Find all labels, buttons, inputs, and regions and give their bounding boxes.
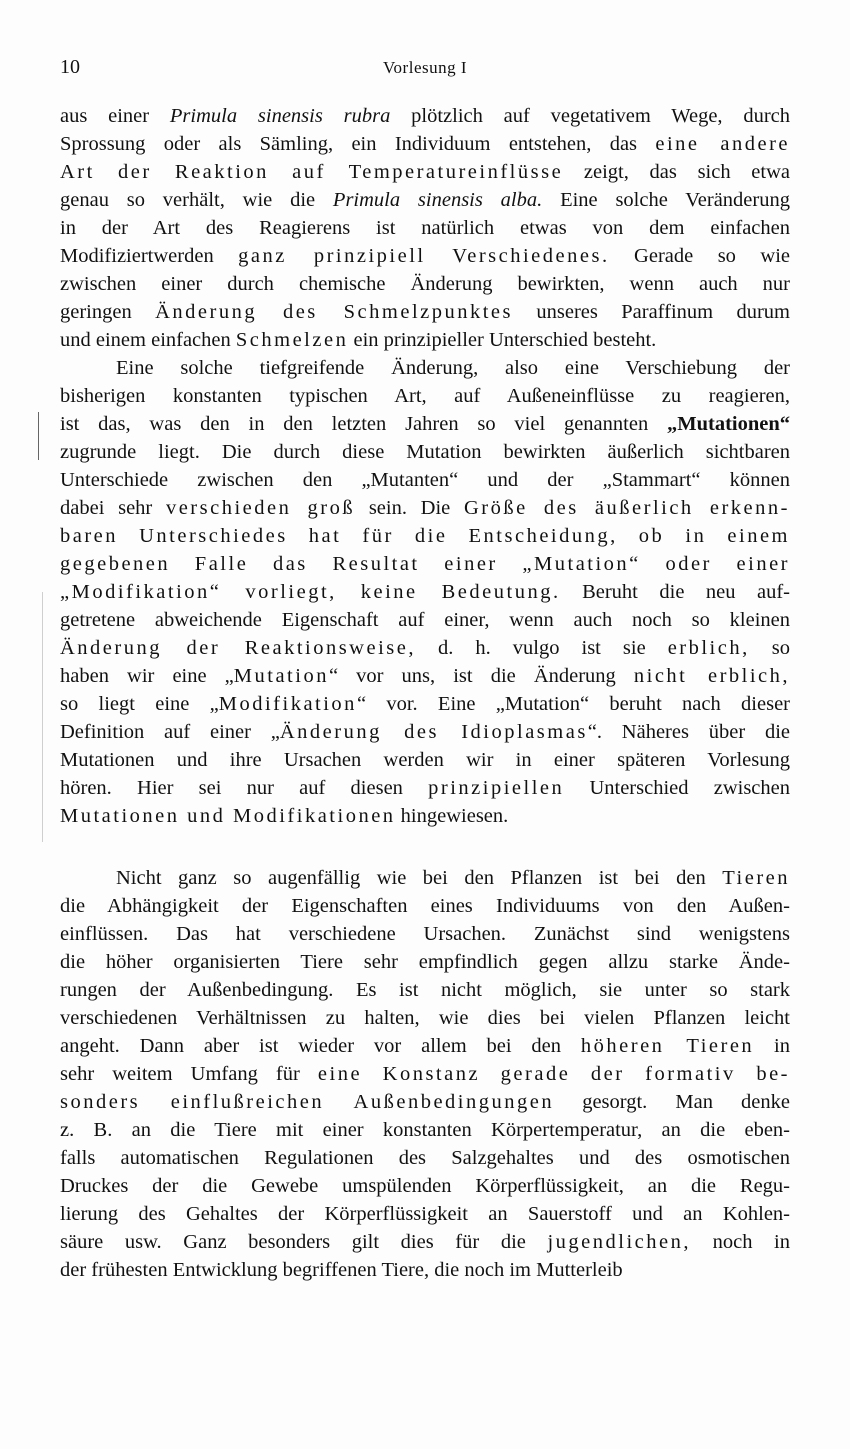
text-run: Tieren bbox=[722, 867, 790, 889]
text-line bbox=[60, 1228, 790, 1256]
text-line bbox=[60, 326, 790, 354]
text-run: gegebenen Falle das Resultat einer „Mutation“ oder einer bbox=[60, 553, 790, 575]
text-line bbox=[60, 494, 790, 522]
text-line bbox=[60, 864, 790, 892]
text-run: in bbox=[754, 1035, 790, 1057]
text-run: aus einer bbox=[60, 105, 170, 127]
text-line bbox=[60, 1032, 790, 1060]
text-run: in der Art des Reagierens ist natürlich etwas von dem einfachen bbox=[60, 217, 790, 239]
text-run: ganz prinzipiell Verschiedenes. bbox=[238, 245, 610, 267]
text-run: “ vor. Eine „Mutation“ beruht nach dieser bbox=[356, 693, 790, 715]
text-line bbox=[60, 746, 790, 774]
text-line bbox=[60, 1200, 790, 1228]
page-header bbox=[60, 56, 790, 82]
text-run: rungen der Außenbedingung. Es ist nicht möglich, sie unter so stark bbox=[60, 979, 790, 1001]
text-line bbox=[60, 662, 790, 690]
text-line bbox=[60, 466, 790, 494]
text-block-upper bbox=[60, 102, 790, 830]
text-line bbox=[60, 1144, 790, 1172]
text-run: Primula sinensis alba. bbox=[332, 189, 543, 211]
text-run: säure usw. Ganz besonders gilt dies für die bbox=[60, 1231, 548, 1253]
text-run: Mutationen und ihre Ursachen werden wir in einer späteren Vorlesung bbox=[60, 749, 790, 771]
text-run: Eine solche Veränderung bbox=[542, 189, 790, 211]
text-line bbox=[60, 438, 790, 466]
text-line bbox=[60, 298, 790, 326]
text-line bbox=[60, 634, 790, 662]
page-number: 10 bbox=[60, 56, 80, 78]
text-run: hingewiesen. bbox=[395, 805, 509, 827]
text-run: bisherigen konstanten typischen Art, auf Außeneinflüsse zu reagieren, bbox=[60, 385, 790, 407]
text-run: ist das, was den in den letzten Jahren so viel genannten bbox=[60, 413, 667, 435]
text-run: noch in bbox=[690, 1231, 790, 1253]
text-line bbox=[60, 410, 790, 438]
text-run: z. B. an die Tiere mit einer konstanten Körpertemperatur, an die eben- bbox=[60, 1119, 790, 1141]
text-line bbox=[60, 948, 790, 976]
text-run: zugrunde liegt. Die durch diese Mutation bewirkten äußerlich sichtbaren bbox=[60, 441, 790, 463]
text-run: sonders einflußreichen Außenbedingungen bbox=[60, 1091, 555, 1113]
text-run: die Abhängigkeit der Eigenschaften eines Individuums von den Außen- bbox=[60, 895, 790, 917]
text-run: prinzipiellen bbox=[428, 777, 565, 799]
text-line bbox=[60, 130, 790, 158]
text-run: Unterschied zwischen bbox=[564, 777, 790, 799]
text-run: getretene abweichende Eigenschaft auf einer, wenn auch noch so kleinen bbox=[60, 609, 790, 631]
text-run: Druckes der die Gewebe umspülenden Körperflüssigkeit, an die Regu- bbox=[60, 1175, 790, 1197]
text-run: haben wir eine „ bbox=[60, 665, 234, 687]
text-line bbox=[60, 802, 790, 830]
text-run: Schmelzen bbox=[235, 329, 349, 351]
text-run: erblich, bbox=[667, 637, 750, 659]
text-run: d. h. vulgo ist sie bbox=[415, 637, 668, 659]
text-run: der frühesten Entwicklung begriffenen Tiere, die noch im Mutterleib bbox=[60, 1259, 623, 1281]
text-run: verschiedenen Verhältnissen zu halten, wie dies bei vielen Pflanzen leicht bbox=[60, 1007, 790, 1029]
text-line bbox=[60, 354, 790, 382]
text-run: Modifiziertwerden bbox=[60, 245, 239, 267]
text-run: unseres Paraffinum durum bbox=[513, 301, 790, 323]
text-run: sein. Die bbox=[355, 497, 464, 519]
text-run: angeht. Dann aber ist wieder vor allem bei den bbox=[60, 1035, 581, 1057]
text-run: lierung des Gehaltes der Körperflüssigkeit an Sauerstoff und an Kohlen- bbox=[60, 1203, 790, 1225]
text-run: zwischen einer durch chemische Änderung bewirkten, wenn auch nur bbox=[60, 273, 790, 295]
text-run: Primula sinensis rubra bbox=[169, 105, 391, 127]
text-line bbox=[60, 690, 790, 718]
text-run: Größe des äußerlich erkenn- bbox=[463, 497, 790, 519]
text-line bbox=[60, 1088, 790, 1116]
text-line bbox=[60, 920, 790, 948]
text-line bbox=[60, 550, 790, 578]
text-run: ein prinzipieller Unterschied besteht. bbox=[348, 329, 657, 351]
text-run: so liegt eine „ bbox=[60, 693, 219, 715]
text-run: verschieden groß bbox=[165, 497, 356, 519]
text-run: genau so verhält, wie die bbox=[60, 189, 333, 211]
paragraph-1 bbox=[60, 102, 790, 354]
text-run: „Modifikation“ vorliegt, keine Bedeutung. bbox=[60, 581, 561, 603]
text-line bbox=[60, 976, 790, 1004]
text-run: falls automatischen Regulationen des Salzgehaltes und des osmotischen bbox=[60, 1147, 790, 1169]
running-head: Vorlesung I bbox=[382, 58, 468, 77]
text-line bbox=[60, 382, 790, 410]
text-line bbox=[60, 1060, 790, 1088]
text-run: Mutation bbox=[233, 665, 329, 687]
text-line bbox=[60, 718, 790, 746]
text-line bbox=[60, 158, 790, 186]
text-run: Modifikation bbox=[218, 693, 357, 715]
text-run: Mutationen und Modifikationen bbox=[60, 805, 396, 827]
text-run: gesorgt. Man denke bbox=[554, 1091, 790, 1113]
text-run: Unterschiede zwischen den „Mutanten“ und der „Stammart“ können bbox=[60, 469, 790, 491]
text-run: zeigt, das sich etwa bbox=[563, 161, 791, 183]
text-run: eine andere bbox=[655, 133, 790, 155]
text-run: Art der Reaktion auf Temperatureinflüsse bbox=[60, 161, 564, 183]
text-run: dabei sehr bbox=[60, 497, 166, 519]
text-line bbox=[60, 214, 790, 242]
text-block-lower bbox=[60, 864, 790, 1284]
text-run: „Mutationen“ bbox=[667, 413, 790, 435]
text-run: Definition auf einer „ bbox=[60, 721, 280, 743]
text-line bbox=[60, 186, 790, 214]
text-line bbox=[60, 606, 790, 634]
text-run: plötzlich auf vegetativem Wege, durch bbox=[390, 105, 791, 127]
text-run: Änderung des Schmelzpunktes bbox=[155, 301, 514, 323]
text-run: baren Unterschiedes hat für die Entscheidung, ob in einem bbox=[60, 525, 790, 547]
text-run: Gerade so wie bbox=[609, 245, 790, 267]
paragraph-2 bbox=[60, 354, 790, 830]
text-line bbox=[60, 270, 790, 298]
margin-pencil-mark bbox=[38, 412, 39, 460]
text-run: Nicht ganz so augenfällig wie bei den Pflanzen ist bei den bbox=[116, 867, 723, 889]
text-line bbox=[60, 1004, 790, 1032]
text-line bbox=[60, 892, 790, 920]
text-run: höheren Tieren bbox=[580, 1035, 755, 1057]
text-line bbox=[60, 1172, 790, 1200]
text-run: sehr weitem Umfang für bbox=[60, 1063, 318, 1085]
paragraph-3 bbox=[60, 864, 790, 1284]
text-run: so bbox=[749, 637, 790, 659]
text-line bbox=[60, 1116, 790, 1144]
text-run: nicht erblich, bbox=[633, 665, 791, 687]
text-run: eine Konstanz gerade der formativ be- bbox=[317, 1063, 790, 1085]
text-run: Sprossung oder als Sämling, ein Individuum entstehen, das bbox=[60, 133, 656, 155]
text-run: Beruht die neu auf- bbox=[560, 581, 790, 603]
margin-pencil-mark bbox=[42, 592, 43, 842]
text-run: Eine solche tiefgreifende Änderung, also eine Verschiebung der bbox=[116, 357, 790, 379]
text-run: Änderung der Reaktionsweise, bbox=[60, 637, 416, 659]
text-run: jugendlichen, bbox=[547, 1231, 691, 1253]
text-run: hören. Hier sei nur auf diesen bbox=[60, 777, 429, 799]
text-line bbox=[60, 522, 790, 550]
text-run: geringen bbox=[60, 301, 156, 323]
text-run: Änderung des Idioplasmas bbox=[279, 721, 588, 743]
text-run: die höher organisierten Tiere sehr empfindlich gegen allzu starke Ände- bbox=[60, 951, 790, 973]
text-run: einflüssen. Das hat verschiedene Ursachen. Zunächst sind wenigstens bbox=[60, 923, 790, 945]
text-run: “. Näheres über die bbox=[587, 721, 790, 743]
text-line bbox=[60, 242, 790, 270]
text-line bbox=[60, 774, 790, 802]
text-run: “ vor uns, ist die Änderung bbox=[328, 665, 634, 687]
text-run: und einem einfachen bbox=[60, 329, 236, 351]
text-line bbox=[60, 102, 790, 130]
text-line bbox=[60, 1256, 790, 1284]
text-line bbox=[60, 578, 790, 606]
